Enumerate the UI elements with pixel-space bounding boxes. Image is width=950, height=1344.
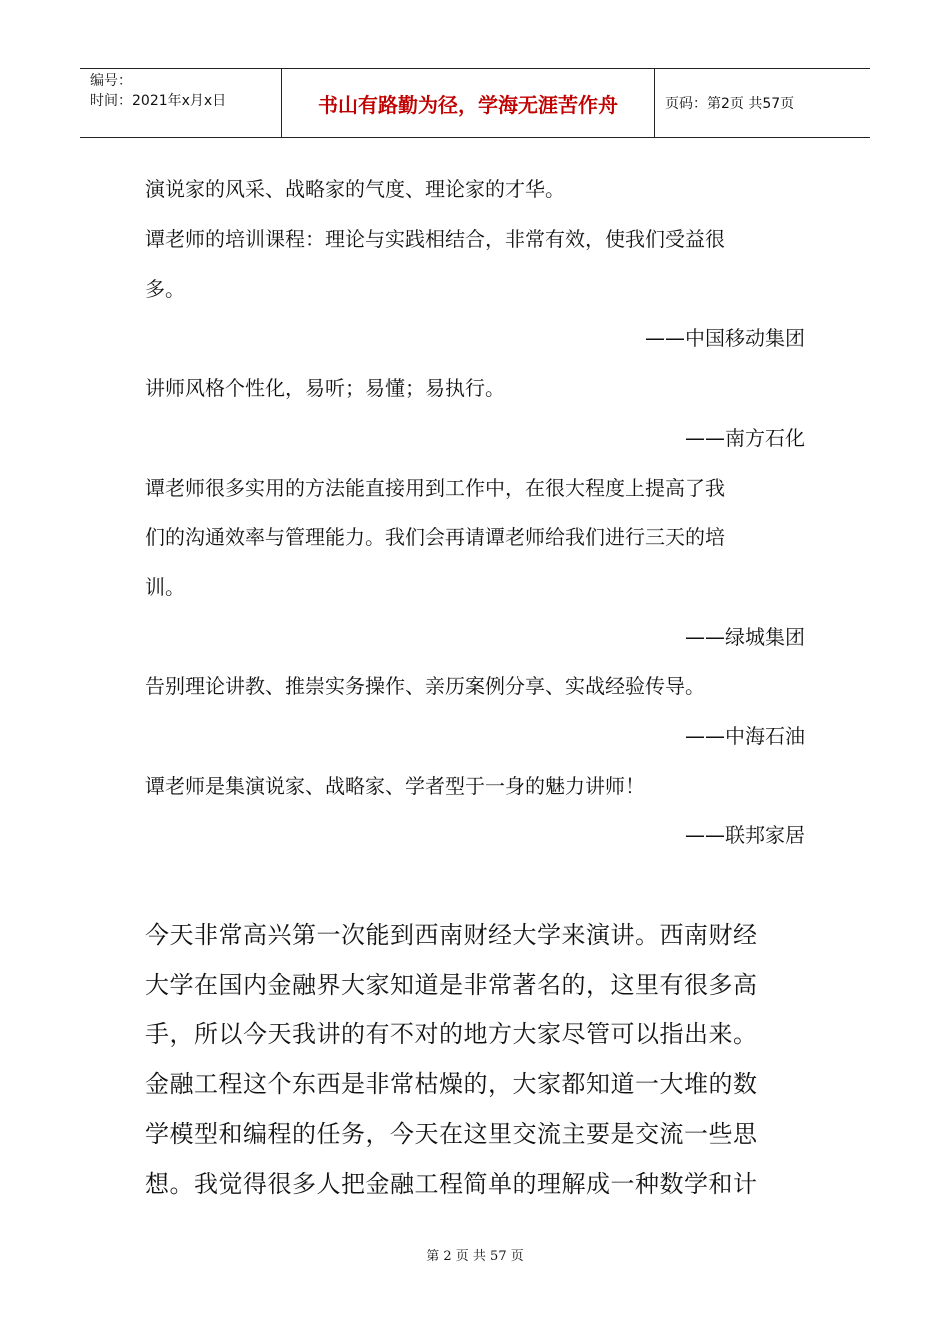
testimonial-line: 多。 — [145, 277, 185, 301]
testimonial-line: 谭老师的培训课程：理论与实践相结合，非常有效，使我们受益很 — [145, 227, 725, 251]
body-line: 大学在国内金融界大家知道是非常著名的，这里有很多高 — [145, 971, 758, 999]
testimonial-line: 训。 — [145, 575, 185, 599]
testimonial-signature: ——中国移动集团 — [645, 326, 805, 350]
header-meta — [80, 69, 282, 137]
page-footer: 第 2 页 共 57 页 — [426, 1249, 524, 1264]
testimonial-line: 们的沟通效率与管理能力。我们会再请谭老师给我们进行三天的培 — [145, 525, 725, 549]
testimonial-signature: ——中海石油 — [685, 724, 805, 748]
testimonial-line: 讲师风格个性化，易听；易懂；易执行。 — [145, 376, 505, 400]
number-label: 编号： — [90, 73, 132, 89]
page-header — [80, 68, 870, 138]
body-line: 想。我觉得很多人把金融工程简单的理解成一种数学和计 — [145, 1170, 758, 1198]
testimonial-signature: ——绿城集团 — [685, 625, 805, 649]
body-line: 学模型和编程的任务，今天在这里交流主要是交流一些思 — [145, 1120, 758, 1148]
header-motto: 书山有路勤为径，学海无涯苦作舟 — [282, 69, 655, 137]
date-label: 时间：2021年x月x日 — [90, 93, 227, 109]
testimonial-line: 谭老师是集演说家、战略家、学者型于一身的魅力讲师！ — [145, 774, 645, 798]
testimonial-line: 演说家的风采、战略家的气度、理论家的才华。 — [145, 177, 565, 201]
body-line: 手，所以今天我讲的有不对的地方大家尽管可以指出来。 — [145, 1020, 758, 1048]
testimonial-signature: ——南方石化 — [685, 426, 805, 450]
testimonial-line: 谭老师很多实用的方法能直接用到工作中，在很大程度上提高了我 — [145, 476, 725, 500]
header-page-info: 页码：第2页 共57页 — [665, 96, 795, 112]
body-line: 今天非常高兴第一次能到西南财经大学来演讲。西南财经 — [145, 921, 758, 949]
body-line: 金融工程这个东西是非常枯燥的，大家都知道一大堆的数 — [145, 1070, 758, 1098]
testimonial-line: 告别理论讲教、推崇实务操作、亲历案例分享、实战经验传导。 — [145, 674, 705, 698]
testimonial-signature: ——联邦家居 — [685, 823, 805, 847]
